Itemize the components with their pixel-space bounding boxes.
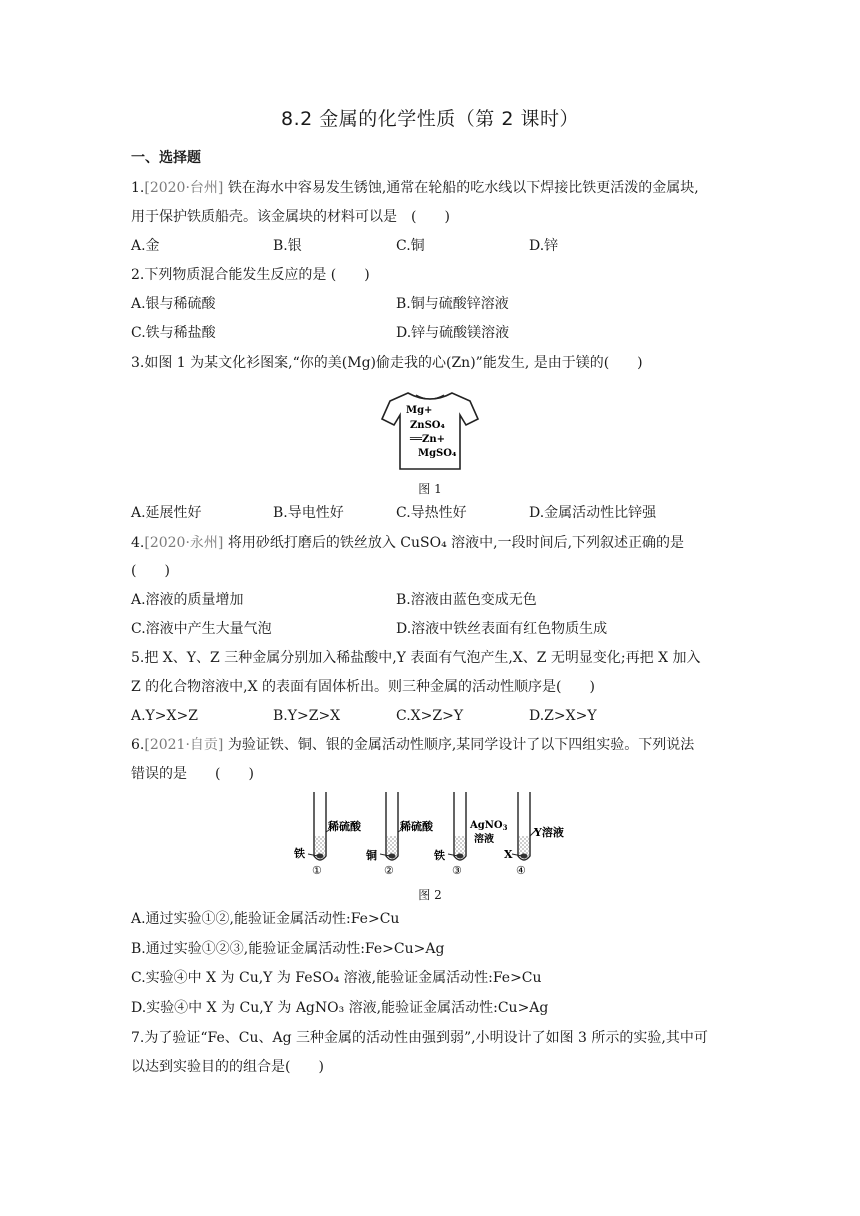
- q4-option-a: A.溶液的质量增加: [131, 592, 244, 608]
- q6-source: [2021·自贡]: [144, 737, 224, 753]
- tube-3-solution-line1: AgNO$_3$: [470, 820, 508, 832]
- tube-1-solution: 稀硫酸: [328, 820, 361, 833]
- q7-line2: 以达到实验目的的组合是( ): [131, 1059, 324, 1075]
- section-heading: 一、选择题: [131, 150, 201, 166]
- tube-3-metal: 铁: [434, 849, 445, 862]
- q6-text1: 为验证铁、铜、银的金属活动性顺序,某同学设计了以下四组实验。下列说法: [223, 737, 695, 753]
- tube-1-mark: ①: [312, 864, 322, 877]
- q3-option-a: A.延展性好: [131, 505, 202, 521]
- q4-option-b: B.溶液由蓝色变成无色: [396, 592, 537, 608]
- q3-option-c: C.导热性好: [396, 505, 467, 521]
- tube-4-metal: X: [504, 848, 513, 861]
- q1-option-b: B.银: [273, 238, 302, 254]
- q5-line2: Z 的化合物溶液中,X 的表面有固体析出。则三种金属的活动性顺序是( ): [131, 679, 595, 695]
- tshirt-figure: [380, 389, 480, 473]
- q2-option-d: D.锌与硫酸镁溶液: [396, 325, 510, 341]
- q3-stem: 3.如图 1 为某文化衫图案,“你的美(Mg)偷走我的心(Zn)”能发生, 是由于镁的( ): [131, 355, 643, 371]
- q1-line2: 用于保护铁质船壳。该金属块的材料可以是 ( ): [131, 209, 450, 225]
- q4-line1: [131, 533, 684, 553]
- q1-source: [2020·台州]: [144, 180, 224, 196]
- q6-line1: [131, 735, 694, 755]
- q1-line1: [131, 178, 699, 198]
- tube-1-metal: 铁: [294, 847, 305, 860]
- q5-option-c: C.X>Z>Y: [396, 708, 464, 724]
- q4-source: [2020·永州]: [144, 535, 224, 551]
- tube-2-mark: ②: [384, 864, 394, 877]
- q1-option-d: D.锌: [529, 238, 559, 254]
- q5-option-d: D.Z>X>Y: [529, 708, 597, 724]
- q2-option-c: C.铁与稀盐酸: [131, 325, 216, 341]
- q4-text1: 将用砂纸打磨后的铁丝放入 CuSO₄ 溶液中,一段时间后,下列叙述正确的是: [223, 535, 685, 551]
- q4-number: 4.: [131, 535, 145, 551]
- tube-1: [293, 792, 362, 877]
- q5-line1: 5.把 X、Y、Z 三种金属分别加入稀盐酸中,Y 表面有气泡产生,X、Z 无明显变化;再把 X 加入: [131, 650, 701, 666]
- test-tubes-figure: [288, 790, 573, 880]
- q2-option-a: A.银与稀硫酸: [131, 296, 216, 312]
- q3-option-b: B.导电性好: [273, 505, 344, 521]
- tube-4-solution: Y溶液: [534, 826, 564, 839]
- q6-option-a: A.通过实验①②,能验证金属活动性:Fe>Cu: [131, 911, 400, 927]
- q6-option-b: B.通过实验①②③,能验证金属活动性:Fe>Cu>Ag: [131, 941, 445, 957]
- q2-option-b: B.铜与硫酸锌溶液: [396, 296, 509, 312]
- q6-line2: 错误的是 ( ): [131, 766, 254, 782]
- q5-option-a: A.Y>X>Z: [131, 708, 198, 724]
- shirt-text-1: Mg+: [406, 405, 433, 416]
- tube-4: [504, 792, 564, 877]
- q3-option-d: D.金属活动性比锌强: [529, 505, 657, 521]
- q2-stem: 2.下列物质混合能发生反应的是 ( ): [131, 267, 370, 283]
- tube-4-mark: ④: [516, 864, 526, 877]
- tube-3-solution-line2: 溶液: [474, 834, 494, 845]
- q5-option-b: B.Y>Z>X: [273, 708, 341, 724]
- tube-2-solution: 稀硫酸: [400, 820, 433, 833]
- q6-option-c: C.实验④中 X 为 Cu,Y 为 FeSO₄ 溶液,能验证金属活动性:Fe>Cu: [131, 970, 542, 986]
- tube-2-metal: 铜: [366, 849, 377, 862]
- shirt-text-2: ZnSO₄: [410, 420, 445, 431]
- page-title: 8.2 金属的化学性质（第 2 课时）: [281, 108, 579, 130]
- q7-line1: 7.为了验证“Fe、Cu、Ag 三种金属的活动性由强到弱”,小明设计了如图 3 所示的实验,其中可: [131, 1030, 708, 1046]
- tube-2: [365, 792, 434, 877]
- shirt-text-4: MgSO₄: [418, 448, 457, 459]
- q1-text1: 铁在海水中容易发生锈蚀,通常在轮船的吃水线以下焊接比铁更活泼的金属块,: [223, 180, 699, 196]
- tube-3: [433, 792, 508, 877]
- q6-number: 6.: [131, 737, 145, 753]
- q1-option-a: A.金: [131, 238, 160, 254]
- figure2-caption: 图 2: [418, 888, 442, 902]
- shirt-text-3: ══Zn+: [410, 434, 445, 445]
- q1-option-c: C.铜: [396, 238, 425, 254]
- q4-option-c: C.溶液中产生大量气泡: [131, 621, 272, 637]
- q1-number: 1.: [131, 180, 145, 196]
- q4-option-d: D.溶液中铁丝表面有红色物质生成: [396, 621, 608, 637]
- q4-line2: ( ): [131, 563, 170, 579]
- tube-3-mark: ③: [452, 864, 462, 877]
- q6-option-d: D.实验④中 X 为 Cu,Y 为 AgNO₃ 溶液,能验证金属活动性:Cu>Ag: [131, 1000, 549, 1016]
- figure1-caption: 图 1: [418, 482, 442, 496]
